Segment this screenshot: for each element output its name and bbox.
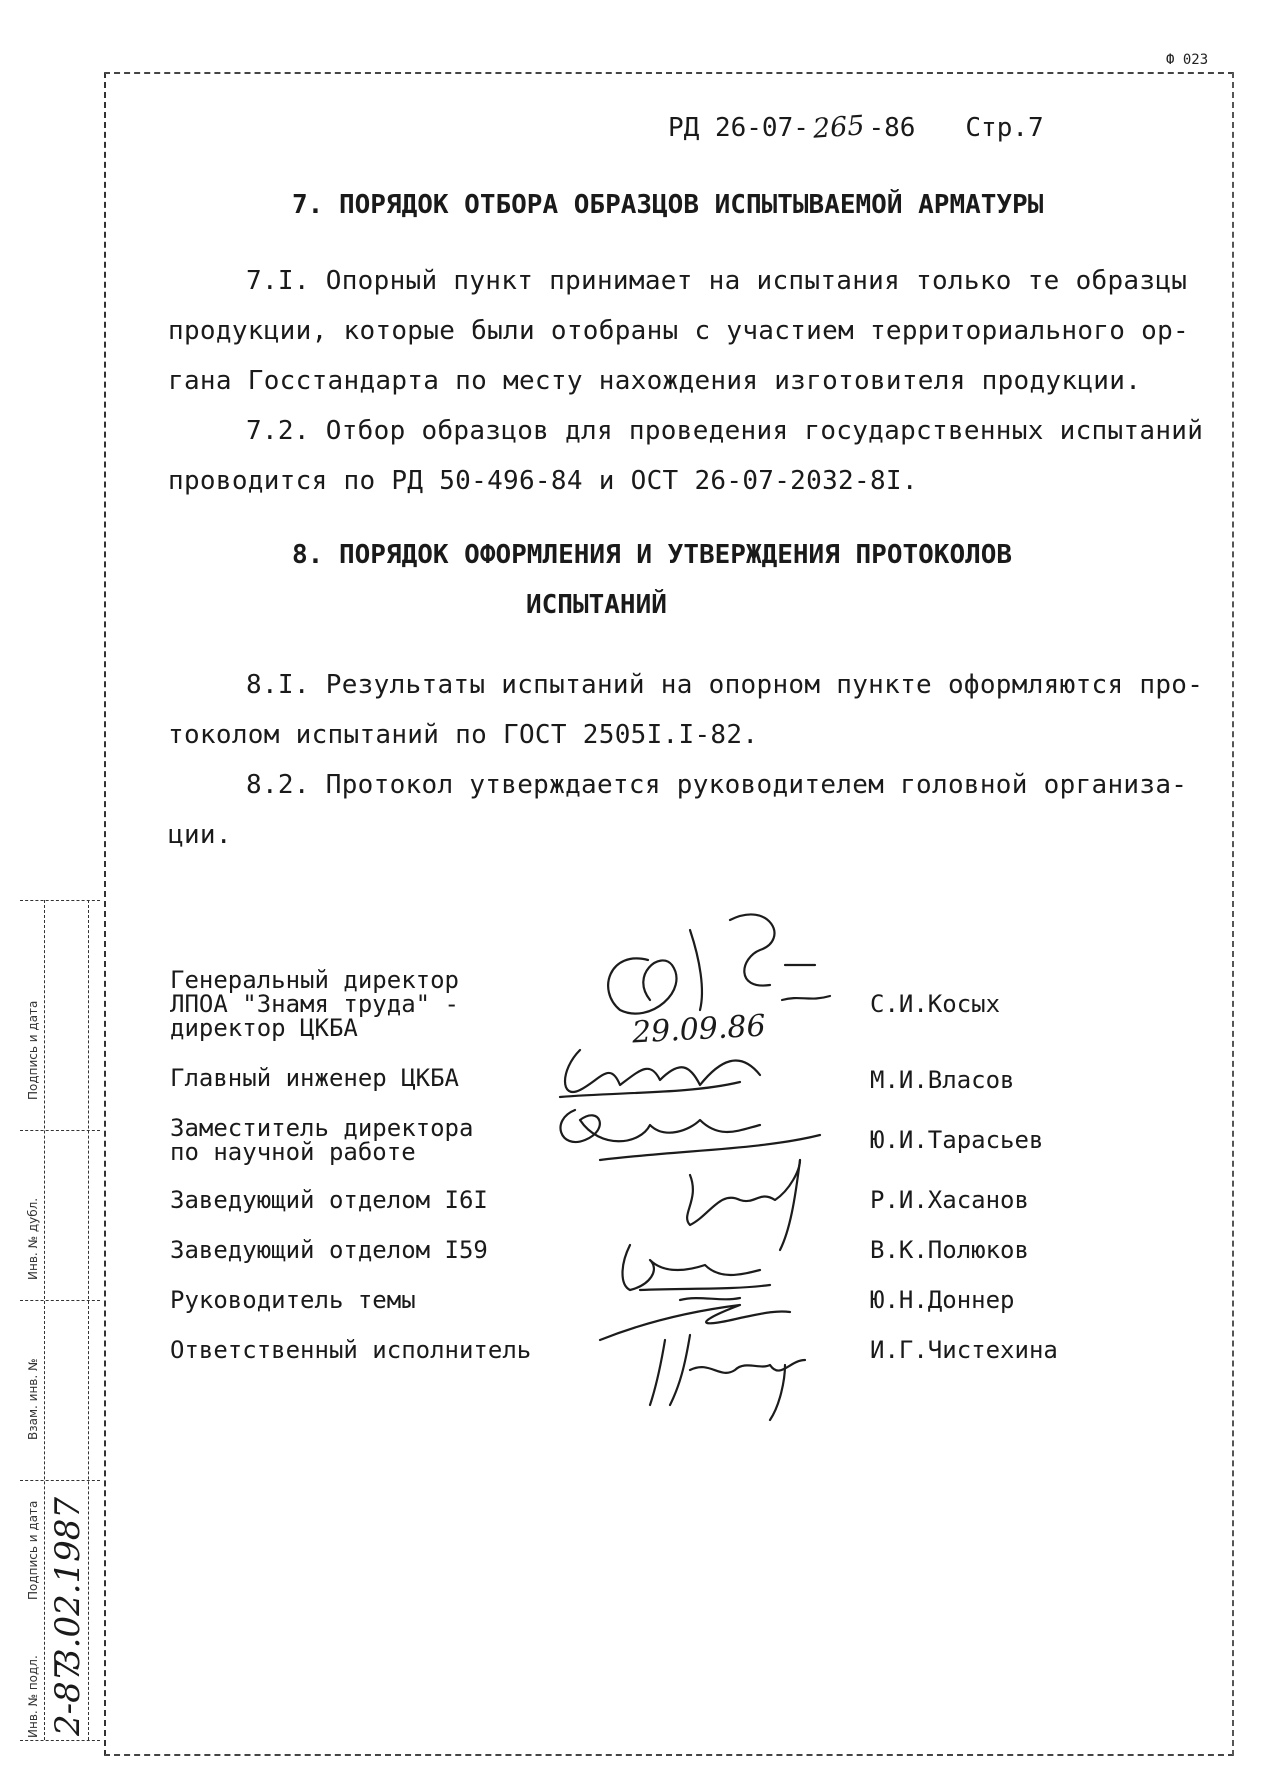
signatory-title-line: Заведующий отделом I59 — [170, 1236, 488, 1264]
stamp-handwritten-number: 2-87 — [48, 1659, 88, 1736]
stamp-label: Подпись и дата — [26, 1000, 40, 1100]
signatory-title-line: по научной работе — [170, 1138, 416, 1166]
signatory-title — [170, 1338, 531, 1362]
signatory-title — [170, 1066, 459, 1090]
form-code: Ф 023 — [1166, 52, 1209, 68]
signatory-name: И.Г.Чистехина — [870, 1336, 1058, 1364]
signatory-title-line: Руководитель темы — [170, 1286, 416, 1314]
stamp-divider — [20, 1740, 100, 1741]
stamp-handwritten-date: 3.02.1987 — [48, 1496, 88, 1670]
section-8-heading: 8. ПОРЯДОК ОФОРМЛЕНИЯ И УТВЕРЖДЕНИЯ ПРОТОКОЛОВ — [292, 540, 1013, 570]
signatory-title-line: ЛПОА "Знамя труда" - — [170, 990, 459, 1018]
left-margin-stamp — [20, 900, 100, 1740]
stamp-divider — [44, 900, 45, 1740]
signatory-title-line: директор ЦКБА — [170, 1014, 358, 1042]
section-8-heading-cont: ИСПЫТАНИЙ — [526, 590, 667, 620]
signatory-title-line: Заведующий отделом I6I — [170, 1186, 488, 1214]
paragraph-line: продукции, которые были отобраны с участием территориального ор- — [168, 316, 1190, 346]
paragraph-line: токолом испытаний по ГОСТ 2505I.I-82. — [168, 720, 759, 750]
stamp-label: Взам. инв. № — [26, 1358, 40, 1440]
signatory-name: Ю.И.Тарасьев — [870, 1126, 1044, 1154]
paragraph-line: ции. — [168, 820, 232, 850]
signatory-title-line: Главный инженер ЦКБА — [170, 1064, 459, 1092]
paragraph-line: 7.2. Отбор образцов для проведения государственных испытаний — [246, 416, 1204, 446]
stamp-divider — [88, 900, 89, 1740]
doc-code-suffix: -86 — [868, 113, 916, 143]
signatory-name: В.К.Полюков — [870, 1236, 1029, 1264]
signatory-title-line: Ответственный исполнитель — [170, 1336, 532, 1364]
paragraph-line: гана Госстандарта по месту нахождения изготовителя продукции. — [168, 366, 1142, 396]
doc-code-number: 265 — [811, 110, 866, 145]
signature-date: 29.09.86 — [631, 1008, 767, 1051]
section-7-heading: 7. ПОРЯДОК ОТБОРА ОБРАЗЦОВ ИСПЫТЫВАЕМОЙ АРМАТУРЫ — [292, 190, 1044, 220]
signatory-title-line: Генеральный директор — [170, 966, 459, 994]
paragraph-line: 7.I. Опорный пункт принимает на испытания только те образцы — [246, 266, 1188, 296]
stamp-label: Инв. № дубл. — [26, 1197, 40, 1280]
signatory-title — [170, 1288, 416, 1312]
signatory-title — [170, 1116, 473, 1164]
document-header — [668, 112, 1044, 143]
signatory-name: Р.И.Хасанов — [870, 1186, 1029, 1214]
paragraph-line: 8.I. Результаты испытаний на опорном пункте оформляются про- — [246, 670, 1204, 700]
signatory-title — [170, 1188, 488, 1212]
page-number: Стр.7 — [965, 113, 1044, 143]
doc-code-prefix: РД 26-07- — [668, 113, 809, 143]
signatory-name: С.И.Косых — [870, 990, 1001, 1018]
paragraph-line: 8.2. Протокол утверждается руководителем головной организа- — [246, 770, 1188, 800]
signatory-title — [170, 1238, 488, 1262]
signatory-name: М.И.Власов — [870, 1066, 1015, 1094]
paragraph-line: проводится по РД 50-496-84 и ОСТ 26-07-2032-8I. — [168, 466, 918, 496]
stamp-label: Подпись и дата — [26, 1500, 40, 1600]
signatory-title-line: Заместитель директора — [170, 1114, 474, 1142]
signatory-title — [170, 968, 459, 1040]
stamp-label: Инв. № подл. — [26, 1655, 40, 1738]
signatory-name: Ю.Н.Доннер — [870, 1286, 1015, 1314]
